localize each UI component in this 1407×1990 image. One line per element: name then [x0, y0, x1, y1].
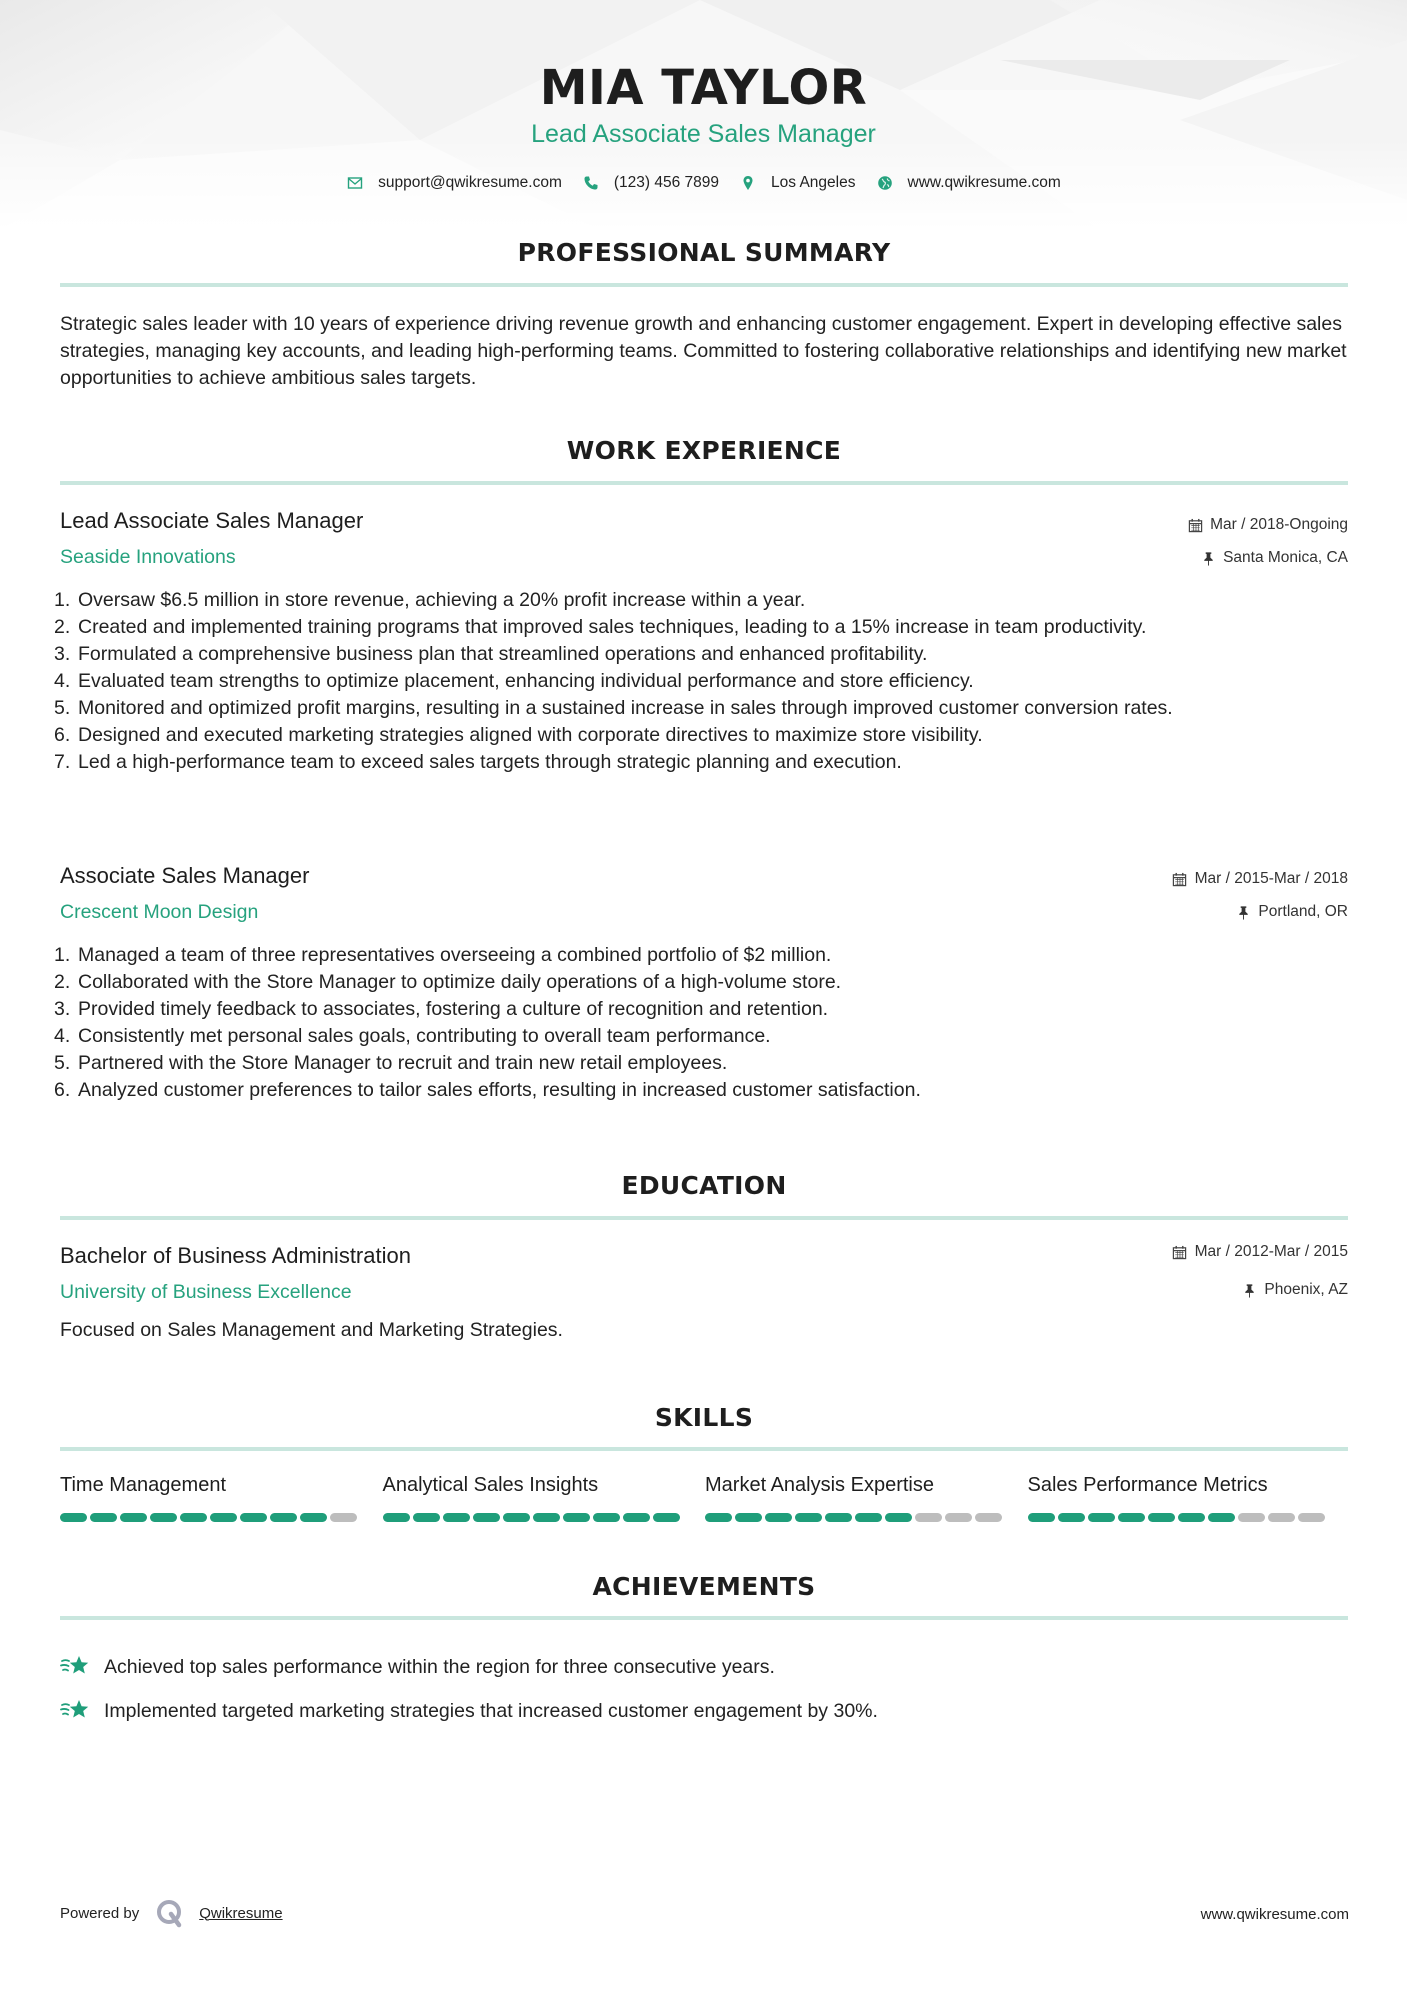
skill-name: Sales Performance Metrics [1027, 1474, 1268, 1496]
skill-segment-filled [300, 1513, 327, 1522]
bullet-item: Provided timely feedback to associates, fostering a culture of recognition and retention. [78, 998, 829, 1020]
skill-segment-filled [533, 1513, 560, 1522]
map-pin-icon [739, 174, 757, 192]
school-name: University of Business Excellence [60, 1281, 352, 1303]
bullet-item: Consistently met personal sales goals, contributing to overall team performance. [78, 1025, 771, 1047]
email-text: support@qwikresume.com [378, 174, 562, 191]
achievement-item [60, 1689, 878, 1733]
degree-title: Bachelor of Business Administration [60, 1243, 411, 1268]
skill-segment-filled [1118, 1513, 1145, 1522]
job-dates [1172, 870, 1348, 888]
qwikresume-logo-icon [155, 1898, 185, 1928]
achievement-text: Implemented targeted marketing strategies that increased customer engagement by 30%. [104, 1699, 878, 1722]
job-company: Crescent Moon Design [60, 901, 259, 923]
section-heading-experience: WORK EXPERIENCE [566, 436, 842, 465]
footer-website[interactable]: www.qwikresume.com [1200, 1906, 1349, 1923]
skill-segment-filled [855, 1513, 882, 1522]
skill-segment-empty [330, 1513, 357, 1522]
skill-segment-filled [240, 1513, 267, 1522]
skill-segment-filled [503, 1513, 530, 1522]
skill-segment-filled [90, 1513, 117, 1522]
skill-segment-empty [1298, 1513, 1325, 1522]
education-location [1241, 1281, 1348, 1299]
skill-segment-filled [1058, 1513, 1085, 1522]
bullet-item: Managed a team of three representatives overseeing a combined portfolio of $2 million. [78, 944, 832, 966]
job-company: Seaside Innovations [60, 546, 236, 568]
skill-segment-filled [1208, 1513, 1235, 1522]
job-dates-text: Mar / 2015-Mar / 2018 [1194, 870, 1348, 887]
bullet-item: Oversaw $6.5 million in store revenue, achieving a 20% profit increase within a year. [78, 589, 806, 611]
summary-text: Strategic sales leader with 10 years of experience driving revenue growth and enhancing customer engagement. Expert in developing effective sales strategies, managing key accounts, and leading high-performing teams. Committed to fostering collaborative relationships and identifying new market opportunities to achieve ambitious sales targets. [60, 313, 1347, 389]
candidate-name: MIA TAYLOR [539, 60, 868, 116]
education-description: Focused on Sales Management and Marketing Strategies. [60, 1319, 563, 1341]
globe-icon [876, 174, 894, 192]
job-title: Lead Associate Sales Manager [60, 508, 364, 533]
bullet-item: Analyzed customer preferences to tailor sales efforts, resulting in increased customer satisfaction. [78, 1079, 921, 1101]
section-divider [60, 283, 1348, 287]
skill-segment-filled [825, 1513, 852, 1522]
skill-segment-filled [210, 1513, 237, 1522]
skill-segment-filled [413, 1513, 440, 1522]
skill-item [1028, 1474, 1351, 1522]
job-location [1200, 549, 1348, 567]
section-heading-education: EDUCATION [621, 1171, 787, 1200]
skill-segment-filled [593, 1513, 620, 1522]
skill-segment-filled [795, 1513, 822, 1522]
job-title: Associate Sales Manager [60, 863, 310, 888]
calendar-icon [1172, 1244, 1188, 1260]
section-heading-skills: SKILLS [654, 1403, 754, 1432]
contact-email[interactable] [346, 174, 562, 192]
skill-segment-filled [1028, 1513, 1055, 1522]
bullet-item: Partnered with the Store Manager to recruit and train new retail employees. [78, 1052, 728, 1074]
education-dates [1172, 1243, 1348, 1261]
skill-segment-empty [1268, 1513, 1295, 1522]
bullet-item: Monitored and optimized profit margins, resulting in a sustained increase in sales through improved customer conversion rates. [78, 697, 1173, 719]
pushpin-icon [1235, 904, 1251, 920]
skill-level-bar [705, 1513, 1028, 1522]
skill-segment-filled [735, 1513, 762, 1522]
powered-by-label: Powered by [60, 1904, 140, 1922]
skill-segment-filled [150, 1513, 177, 1522]
skill-segment-filled [563, 1513, 590, 1522]
star-award-icon [60, 1697, 92, 1725]
website-text: www.qwikresume.com [907, 174, 1061, 191]
job-dates [1187, 516, 1348, 534]
section-divider [60, 481, 1348, 485]
star-award-icon [60, 1653, 92, 1681]
skill-level-bar [383, 1513, 706, 1522]
location-text: Los Angeles [771, 174, 856, 191]
skill-segment-filled [653, 1513, 680, 1522]
footer-powered-by [60, 1898, 283, 1928]
bullet-item: Created and implemented training programs that improved sales techniques, leading to a 15% increase in team productivity. [78, 616, 1147, 638]
job-bullets [60, 587, 1350, 776]
bullet-item: Formulated a comprehensive business plan that streamlined operations and enhanced profitability. [78, 643, 928, 665]
envelope-icon [346, 174, 364, 192]
calendar-icon [1172, 871, 1188, 887]
bullet-item: Evaluated team strengths to optimize placement, enhancing individual performance and store efficiency. [78, 670, 974, 692]
job-location-text: Santa Monica, CA [1223, 549, 1348, 566]
skill-segment-filled [473, 1513, 500, 1522]
skill-item [383, 1474, 706, 1522]
skill-segment-empty [915, 1513, 942, 1522]
pushpin-icon [1200, 550, 1216, 566]
skill-segment-filled [623, 1513, 650, 1522]
skill-segment-filled [705, 1513, 732, 1522]
skill-segment-filled [180, 1513, 207, 1522]
skill-segment-filled [765, 1513, 792, 1522]
skill-segment-filled [885, 1513, 912, 1522]
candidate-title: Lead Associate Sales Manager [531, 120, 876, 148]
contact-row [0, 174, 1407, 192]
job-dates-text: Mar / 2018-Ongoing [1210, 516, 1348, 533]
education-location-text: Phoenix, AZ [1264, 1281, 1348, 1298]
skill-segment-filled [1148, 1513, 1175, 1522]
job-location-text: Portland, OR [1258, 903, 1348, 920]
skill-segment-filled [1178, 1513, 1205, 1522]
skill-segment-filled [1088, 1513, 1115, 1522]
skills-grid [60, 1474, 1350, 1522]
skill-segment-filled [60, 1513, 87, 1522]
skill-segment-filled [270, 1513, 297, 1522]
education-dates-text: Mar / 2012-Mar / 2015 [1194, 1243, 1348, 1260]
section-heading-summary: PROFESSIONAL SUMMARY [517, 238, 891, 267]
bullet-item: Designed and executed marketing strategies aligned with corporate directives to maximize store visibility. [78, 724, 983, 746]
skill-level-bar [1028, 1513, 1351, 1522]
contact-location [739, 174, 855, 192]
skill-segment-empty [1238, 1513, 1265, 1522]
contact-website[interactable] [876, 174, 1061, 192]
skill-segment-empty [975, 1513, 1002, 1522]
achievement-item [60, 1645, 878, 1689]
skill-segment-filled [120, 1513, 147, 1522]
phone-text: (123) 456 7899 [613, 174, 720, 191]
qwikresume-link[interactable]: Qwikresume [199, 1904, 283, 1922]
section-heading-achievements: ACHIEVEMENTS [592, 1572, 816, 1601]
skill-item [60, 1474, 383, 1522]
skill-segment-empty [945, 1513, 972, 1522]
phone-icon [582, 174, 600, 192]
section-divider [60, 1216, 1348, 1220]
skill-name: Time Management [60, 1474, 226, 1496]
skill-item [705, 1474, 1028, 1522]
job-bullets [60, 942, 1350, 1104]
section-divider [60, 1616, 1348, 1620]
skill-level-bar [60, 1513, 383, 1522]
achievement-text: Achieved top sales performance within the region for three consecutive years. [104, 1655, 775, 1678]
achievements-list [60, 1645, 878, 1733]
job-location [1235, 903, 1348, 921]
contact-phone[interactable] [582, 174, 719, 192]
bullet-item: Collaborated with the Store Manager to optimize daily operations of a high-volume store. [78, 971, 842, 993]
section-divider [60, 1447, 1348, 1451]
skill-name: Analytical Sales Insights [382, 1474, 599, 1496]
skill-name: Market Analysis Expertise [705, 1474, 934, 1496]
bullet-item: Led a high-performance team to exceed sales targets through strategic planning and execution. [78, 751, 902, 773]
calendar-icon [1187, 517, 1203, 533]
skill-segment-filled [383, 1513, 410, 1522]
pushpin-icon [1241, 1282, 1257, 1298]
skill-segment-filled [443, 1513, 470, 1522]
